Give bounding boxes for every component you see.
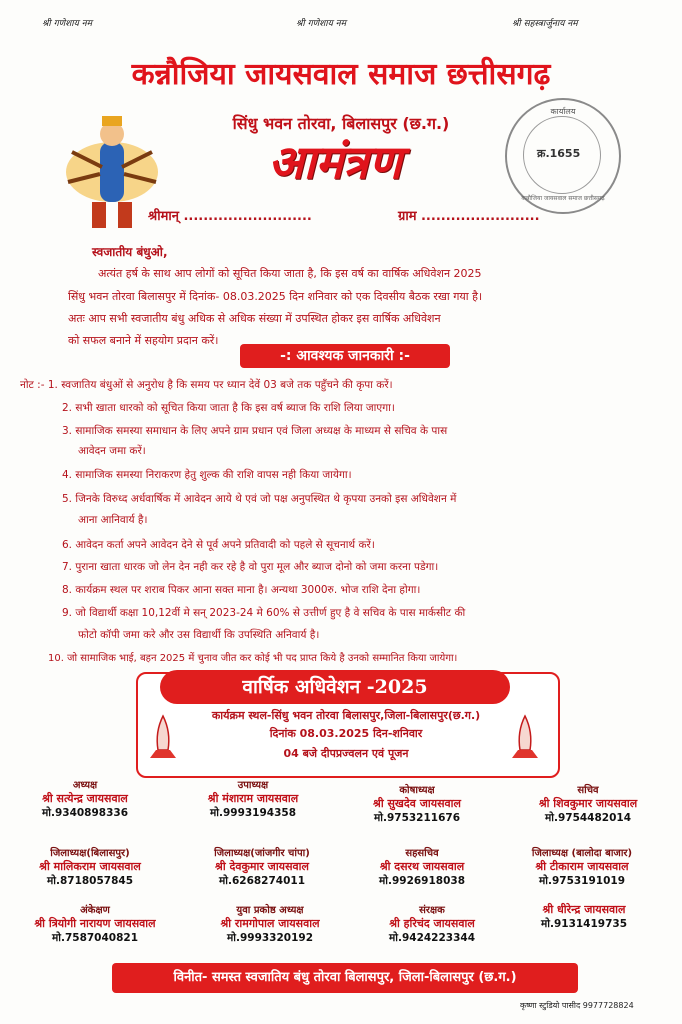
- office-seal: [505, 98, 621, 214]
- official-name: श्री शिवकुमार जायसवाल: [538, 797, 638, 810]
- official-youth-president: [190, 902, 350, 945]
- official-name: श्री सुखदेव जायसवाल: [373, 797, 461, 810]
- recipient-name-line: श्रीमान् ..........................: [148, 209, 312, 224]
- note-6: 6. आवेदन कर्ता अपने आवेदन देने से पूर्व अपने प्रतिवादी को पहले से सूचनार्थ करें।: [62, 539, 375, 551]
- official-phone: मो.9753191019: [538, 875, 626, 887]
- intro-line-4: को सफल बनाने में सहयोग प्रदान करें।: [68, 334, 219, 347]
- official-phone: मो.9926918038: [378, 875, 466, 887]
- official-secretary: [508, 782, 668, 825]
- studio-credit: कृष्णा स्टुडियो पासीद 9977728824: [520, 1001, 634, 1010]
- note-1: नोट :- 1. स्वजातिय बंधुओं से अनुरोध है कि समय पर ध्यान देवें 03 बजे तक पहुँचने की कृपा करें।: [20, 379, 393, 391]
- official-vice-president: [178, 777, 328, 820]
- official-phone: मो.9131419735: [540, 918, 628, 930]
- note-2: 2. सभी खाता धारको को सूचित किया जाता है कि इस वर्ष ब्याज कि राशि लिया जाएगा।: [62, 402, 395, 414]
- official-phone: मो.9753211676: [373, 812, 461, 824]
- official-role: जिलाध्यक्ष (बालोदा बाजार): [531, 848, 633, 859]
- official-phone: मो.9993320192: [226, 932, 314, 944]
- blessing-left: श्री गणेशाय नम: [42, 19, 93, 29]
- official-name: श्री मंशाराम जायसवाल: [207, 792, 299, 805]
- official-phone: मो.9340898336: [41, 807, 129, 819]
- official-phone: मो.6268274011: [218, 875, 306, 887]
- official-phone: मो.7587040821: [51, 932, 139, 944]
- note-10: 10. जो सामाजिक भाई, बहन 2025 में चुनाव जीत कर कोई भी पद प्राप्त किये है उनको सम्मानित किया जायेगा।: [48, 653, 458, 664]
- official-name: श्री रामगोपाल जायसवाल: [220, 917, 320, 930]
- note-5: 5. जिनके विरुध्द अर्धवार्षिक में आवेदन आये थे एवं जो पक्ष अनुपस्थित थे कृपया उनको इस अधिवेशन में: [62, 493, 457, 505]
- event-venue: कार्यक्रम स्थल-सिंधु भवन तोरवा बिलासपुर,जिला-बिलासपुर(छ.ग.): [211, 709, 481, 722]
- official-patron: [362, 902, 502, 945]
- official-phone: मो.9754482014: [544, 812, 632, 824]
- info-heading: -: आवश्यक जानकारी :-: [240, 344, 450, 368]
- official-role: सहसचिव: [405, 848, 439, 859]
- official-district-baloda-bazar: [492, 845, 672, 888]
- namaste-right-icon: [508, 712, 542, 762]
- event-heading: वार्षिक अधिवेशन -2025: [160, 670, 510, 704]
- official-role: जिलाध्यक्ष(जांजगीर चांपा): [214, 848, 310, 859]
- official-role: कोषाध्यक्ष: [399, 785, 435, 796]
- footer-banner: विनीत- समस्त स्वजातिय बंधु तोरवा बिलासपुर, जिला-बिलासपुर (छ.ग.): [112, 963, 578, 993]
- blessing-right: श्री सहस्त्रार्जुनाय नम: [512, 19, 578, 29]
- note-8: 8. कार्यक्रम स्थल पर शराब पिकर आना सक्त माना है। अन्यथा 3000रु. भोज राशि देना होगा।: [62, 584, 421, 596]
- official-joint-secretary: [352, 845, 492, 888]
- official-name: श्री टीकाराम जायसवाल: [535, 860, 629, 873]
- note-7: 7. पुराना खाता धारक जो लेन देन नही कर रहे है वो पुरा मूल और ब्याज दोनो को जमा करना पडेगा।: [62, 561, 439, 573]
- official-role: सचिव: [577, 785, 599, 796]
- note-4: 4. सामाजिक समस्या निराकरण हेतु शुल्क की राशि वापस नही किया जायेगा।: [62, 469, 352, 481]
- official-phone: मो.9993194358: [209, 807, 297, 819]
- official-name: श्री धीरेन्द्र जायसवाल: [542, 903, 626, 916]
- note-5-cont: आना आनिवार्य है।: [78, 514, 148, 526]
- official-name: श्री त्रियोगी नारायण जायसवाल: [34, 917, 156, 930]
- seal-top-text: कार्यालय: [550, 107, 576, 116]
- note-9-cont: फोटो कॉपी जमा करे और उस विद्यार्थी कि उपस्थिति अनिवार्य है।: [78, 629, 320, 641]
- event-date: दिनांक 08.03.2025 दिन-शनिवार: [269, 727, 423, 740]
- seal-number: क्र.1655: [537, 147, 581, 160]
- note-3-cont: आवेदन जमा करें।: [78, 445, 146, 457]
- invite-heading: आमंत्रण: [268, 135, 402, 189]
- intro-line-1: अत्यंत हर्ष के साथ आप लोगों को सूचित किया जाता है, कि इस वर्ष का वार्षिक अधिवेशन 2025: [98, 267, 482, 280]
- seal-ring-text: कन्नौजिया जायसवाल समाज छत्तीसगढ़: [521, 195, 605, 202]
- note-3: 3. सामाजिक समस्या समाधान के लिए अपने ग्राम प्रधान एवं जिला अध्यक्ष के माध्यम से सचिव के पास: [62, 425, 448, 437]
- official-role: जिलाध्यक्ष(बिलासपुर): [50, 848, 130, 859]
- note-9: 9. जो विद्यार्थी कक्षा 10,12वीं मे सन् 2023-24 मे 60% से उत्तीर्ण हुए है वे सचिव के पास मार्कसीट की: [62, 607, 466, 619]
- official-role: संरक्षक: [419, 905, 445, 916]
- official-member: [504, 902, 664, 931]
- official-district-janjgir: [172, 845, 352, 888]
- recipient-village-line: ग्राम ........................: [398, 209, 540, 224]
- official-role: उपाध्यक्ष: [237, 780, 269, 791]
- official-role: अध्यक्ष: [72, 780, 98, 791]
- official-name: श्री मालिकराम जायसवाल: [39, 860, 141, 873]
- official-auditor: [10, 902, 180, 945]
- official-name: श्री सत्येन्द्र जायसवाल: [42, 792, 128, 805]
- namaste-left-icon: [146, 712, 180, 762]
- deity-illustration: [62, 112, 162, 232]
- official-name: श्री दसरथ जायसवाल: [379, 860, 465, 873]
- official-district-bilaspur: [10, 845, 170, 888]
- official-phone: मो.8718057845: [46, 875, 134, 887]
- official-treasurer: [342, 782, 492, 825]
- blessing-center: श्री गणेशाय नम: [296, 19, 347, 29]
- intro-line-3: अतः आप सभी स्वजातीय बंधु अधिक से अधिक संख्या में उपस्थित होकर इस वार्षिक अधिवेशन: [68, 312, 441, 325]
- greeting: स्वजातीय बंधुओ,: [92, 245, 168, 259]
- org-address: सिंधु भवन तोरवा, बिलासपुर (छ.ग.): [232, 114, 450, 133]
- intro-line-2: सिंधु भवन तोरवा बिलासपुर में दिनांक- 08.03.2025 दिन शनिवार को एक दिवसीय बैठक रखा गया है।: [68, 290, 483, 303]
- event-time: 04 बजे दीपप्रज्वलन एवं पूजन: [283, 747, 409, 760]
- official-role: युवा प्रकोष्ठ अध्यक्ष: [236, 905, 304, 916]
- official-phone: मो.9424223344: [388, 932, 476, 944]
- official-president: [10, 777, 160, 820]
- official-name: श्री हरिचंद जायसवाल: [389, 917, 475, 930]
- official-name: श्री देवकुमार जायसवाल: [215, 860, 309, 873]
- org-title: कन्नौजिया जायसवाल समाज छत्तीसगढ़: [131, 57, 551, 92]
- official-role: अंकेक्षण: [80, 905, 110, 916]
